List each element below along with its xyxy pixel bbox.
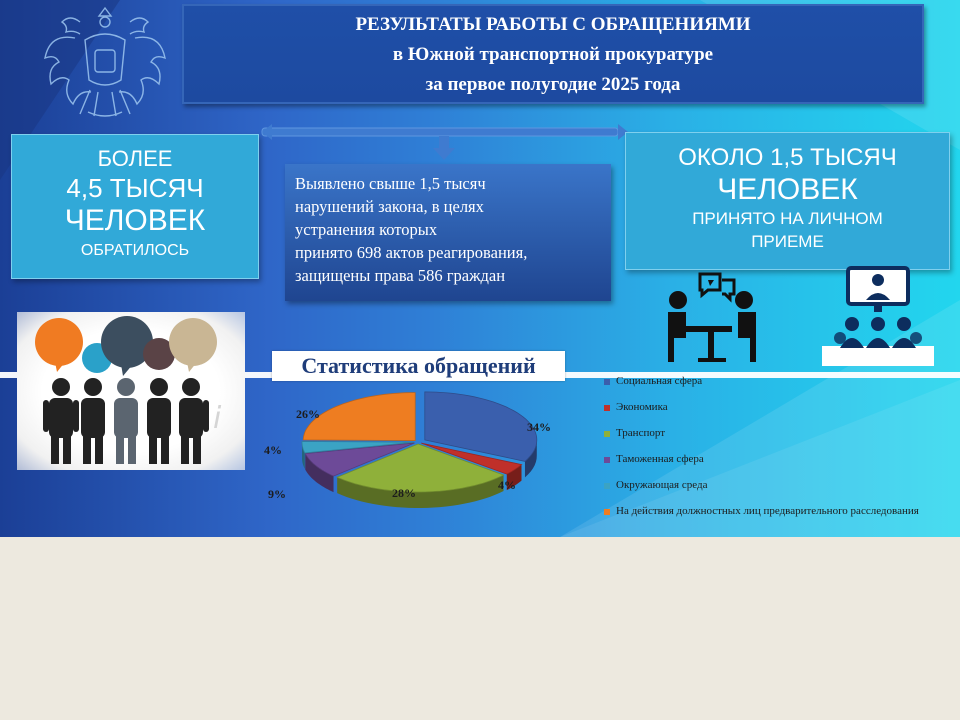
pie-label-economy: 4% xyxy=(498,478,516,492)
legend-label: Таможенная сфера xyxy=(616,453,704,465)
legend-label: На действия должностных лиц предварительного расследования xyxy=(616,505,919,517)
pie-slice-officials xyxy=(303,393,415,441)
svg-text:i: i xyxy=(213,401,222,436)
legend-swatch xyxy=(604,405,610,411)
right-box-line-3: ПРИНЯТО НА ЛИЧНОМ xyxy=(692,209,883,228)
violations-line-1: Выявлено свыше 1,5 тысяч xyxy=(295,174,486,193)
legend-label: Экономика xyxy=(616,401,668,413)
pie-slice-social xyxy=(425,392,537,462)
people-speech-bubbles-icon xyxy=(17,312,245,470)
title-line-1: РЕЗУЛЬТАТЫ РАБОТЫ С ОБРАЩЕНИЯМИ xyxy=(355,14,751,35)
pie-chart xyxy=(268,380,568,537)
legend-item-officials xyxy=(604,505,924,531)
left-box-line-4: ОБРАТИЛОСЬ xyxy=(80,242,190,259)
violations-info-box xyxy=(285,164,611,301)
legend-item-economy xyxy=(604,401,924,427)
legend-item-transport xyxy=(604,427,924,453)
legend-swatch xyxy=(604,457,610,463)
title-banner xyxy=(182,4,924,104)
title-line-3: за первое полугодие 2025 года xyxy=(425,74,681,95)
applicants-count-box xyxy=(11,134,259,279)
left-box-line-2: 4,5 ТЫСЯЧ xyxy=(66,173,204,203)
title-line-2: в Южной транспортной прокуратуре xyxy=(392,44,714,65)
violations-line-2: нарушений закона, в целях xyxy=(295,197,484,216)
left-box-line-3: ЧЕЛОВЕК xyxy=(64,204,206,237)
violations-line-4: принято 698 актов реагирования, xyxy=(295,243,528,262)
right-box-line-2: ЧЕЛОВЕК xyxy=(717,173,858,206)
legend-swatch xyxy=(604,379,610,385)
personal-reception-box xyxy=(625,132,950,270)
left-box-line-1: БОЛЕЕ xyxy=(97,146,173,171)
legend-item-environment xyxy=(604,479,924,505)
legend-swatch xyxy=(604,483,610,489)
pie-label-environment: 4% xyxy=(264,443,282,457)
legend-label: Социальная сфера xyxy=(616,375,703,387)
right-box-line-1: ОКОЛО 1,5 ТЫСЯЧ xyxy=(678,144,897,171)
face-to-face-meeting-icon xyxy=(664,270,760,364)
violations-line-5: защищены права 586 граждан xyxy=(295,266,506,285)
legend-item-customs xyxy=(604,453,924,479)
double-headed-eagle-emblem-icon xyxy=(40,0,170,125)
legend-swatch xyxy=(604,431,610,437)
violations-line-3: устранения которых xyxy=(295,220,438,239)
pie-label-officials: 26% xyxy=(296,407,320,421)
pie-label-customs: 9% xyxy=(268,487,286,501)
pie-label-transport: 28% xyxy=(392,486,416,500)
legend-swatch xyxy=(604,509,610,515)
legend-label: Транспорт xyxy=(616,427,666,439)
video-conference-icon xyxy=(822,264,934,366)
right-box-line-4: ПРИЕМЕ xyxy=(751,232,824,251)
pie-label-social: 34% xyxy=(527,420,551,434)
chart-legend xyxy=(604,375,924,531)
legend-label: Окружающая среда xyxy=(616,479,708,491)
chart-title: Статистика обращений xyxy=(272,351,565,381)
legend-item-social xyxy=(604,375,924,401)
